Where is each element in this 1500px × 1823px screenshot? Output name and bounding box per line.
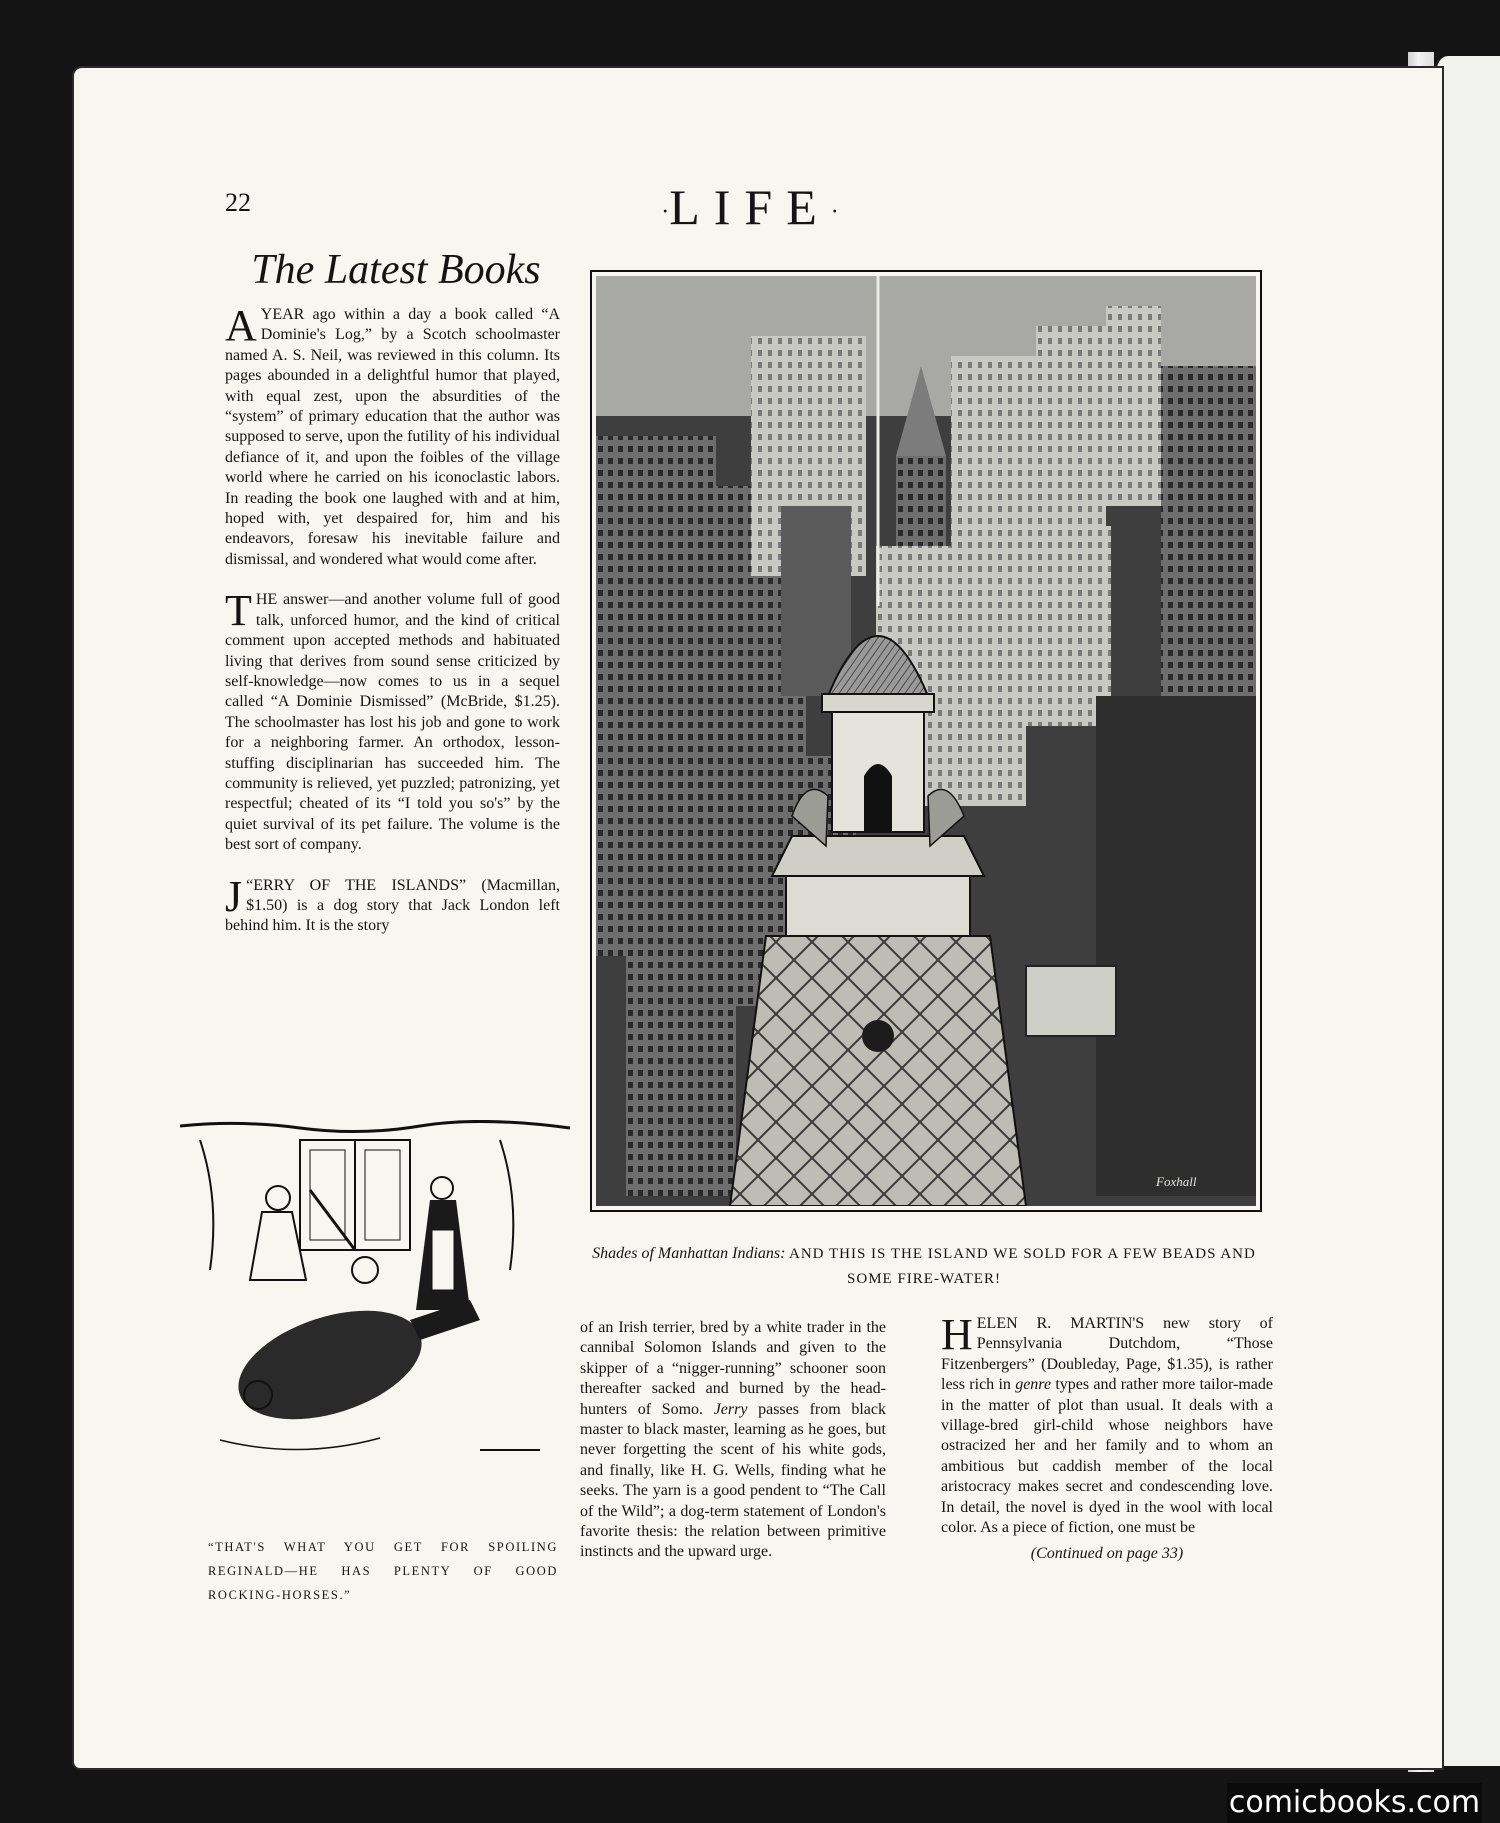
building <box>781 506 851 696</box>
caption-text: AND THIS IS THE ISLAND WE SOLD FOR A FEW BEADS AND SOME FIRE-WATER! <box>788 1246 1256 1287</box>
artist-signature: Foxhall <box>1156 1174 1197 1189</box>
manhattan-illustration <box>590 270 1262 1212</box>
open-quote: “ <box>246 876 254 894</box>
paragraph-text: types and rather more tailor-made in the matter of plot than usual. It deals with a village-bred girl-child whose neighbors have ostracized her and her family and to whom an ambitious but caddish member of the local aristocracy makes secret and condescending love. In detail, the novel is dyed in the wool with local color. As a piece of fiction, one must be <box>941 1376 1273 1537</box>
oculus <box>862 1020 894 1052</box>
masthead <box>640 178 860 236</box>
site-watermark: comicbooks.com <box>1227 1783 1482 1823</box>
skyline-drawing <box>596 276 1256 1206</box>
roof <box>1026 966 1116 1036</box>
paragraph-text: ELEN R. MARTIN'S new story of Pennsylvania Dutchdom, “Those Fitzenbergers” (Doubleday, Page, $1.35), is rather less rich in <box>941 1315 1273 1394</box>
paragraph-dominie-log <box>225 301 560 570</box>
article-column-1 <box>225 301 560 957</box>
paragraph-jerry-continued <box>580 1318 886 1563</box>
genre-italic: genre <box>1015 1376 1052 1394</box>
drop-cap: H <box>941 1310 973 1359</box>
paragraph-dominie-dismissed <box>225 586 560 855</box>
building <box>1106 306 1161 506</box>
drop-cap: J <box>225 871 243 921</box>
facing-page-edge <box>1434 56 1500 1766</box>
paragraph-text: of an Irish terrier, bred by a white trader in the cannibal Solomon Islands and given to the skipper of a “nigger-running” schooner soon thereafter sacked and burned by the head-hunters of Somo. <box>580 1319 886 1418</box>
article-title: The Latest Books <box>251 247 541 293</box>
drop-cap: A <box>225 301 257 350</box>
paragraph-text: passes from black master to black master, learning as he goes, but never forgetting the scent of his white gods, and finally, like H. G. Wells, finding what he seeks. The yarn is a good pendent to “The Call of the Wild”; a dog-term statement of London's favorite thesis: the relation between primitive instincts and the upward urge. <box>580 1400 886 1561</box>
cartoon-illustration <box>180 1120 570 1486</box>
cartoon-drawing <box>180 1120 570 1486</box>
paragraph-fitzenbergers <box>941 1310 1273 1538</box>
article-column-3 <box>580 1318 886 1583</box>
rooftops <box>1096 696 1256 1196</box>
book-title-italic: Jerry <box>713 1400 748 1418</box>
illustration-caption <box>590 1242 1258 1292</box>
caption-lead: Shades of Manhattan Indians: <box>592 1245 786 1262</box>
cupola-arch <box>864 764 892 832</box>
paragraph-text: YEAR ago within a day a book called “A Dominie's Log,” by a Scotch schoolmaster named A. S. Neil, was reviewed in this column. Its pages abounded in a delightful humor that played, with equal zest, upon the absurdities of the “system” of primary education that the author was supposed to serve, upon the futility of his individual defiance of it, and upon the foibles of the village world where he carried on his iconoclastic labors. In reading the book one laughed with and at him, hoped with, yet despaired for, him and his endeavors, foresaw his inevitable failure and dismissal, and wondered what would come after. <box>225 306 560 568</box>
masthead-dot-left: · <box>661 199 670 226</box>
tiled-roof <box>730 936 1026 1206</box>
masthead-dot-right: · <box>830 199 839 226</box>
masthead-title: LIFE <box>669 179 831 235</box>
cartoon-caption: “THAT'S WHAT YOU GET FOR SPOILING REGINALD—HE HAS PLENTY OF GOOD ROCKING-HORSES.” <box>208 1540 558 1602</box>
paragraph-jerry-of-the-islands <box>225 871 560 937</box>
article-column-4 <box>941 1310 1273 1565</box>
balcony <box>772 836 984 876</box>
page-number: 22 <box>225 188 251 217</box>
paragraph-text: ERRY OF THE ISLANDS” (Macmillan, $1.50) is a dog story that Jack London left behind him. It is the story <box>225 876 560 935</box>
paragraph-text: HE answer—and another volume full of good talk, unforced humor, and the kind of critical comment upon accepted methods and habituated living that derives from sound sense criticized by self-knowledge—now comes to us in a sequel called “A Dominie Dismissed” (McBride, $1.25). The schoolmaster has lost his job and gone to work for a neighboring farmer. An orthodox, lesson-stuffing disciplinarian has succeeded him. The community is relieved, yet puzzled; patronizing, yet respectful; cheated of its “I told you so's” by the quiet survival of its pet failure. The volume is the best sort of company. <box>225 591 560 854</box>
continued-note: (Continued on page 33) <box>1030 1545 1184 1563</box>
drop-cap: T <box>225 586 252 636</box>
